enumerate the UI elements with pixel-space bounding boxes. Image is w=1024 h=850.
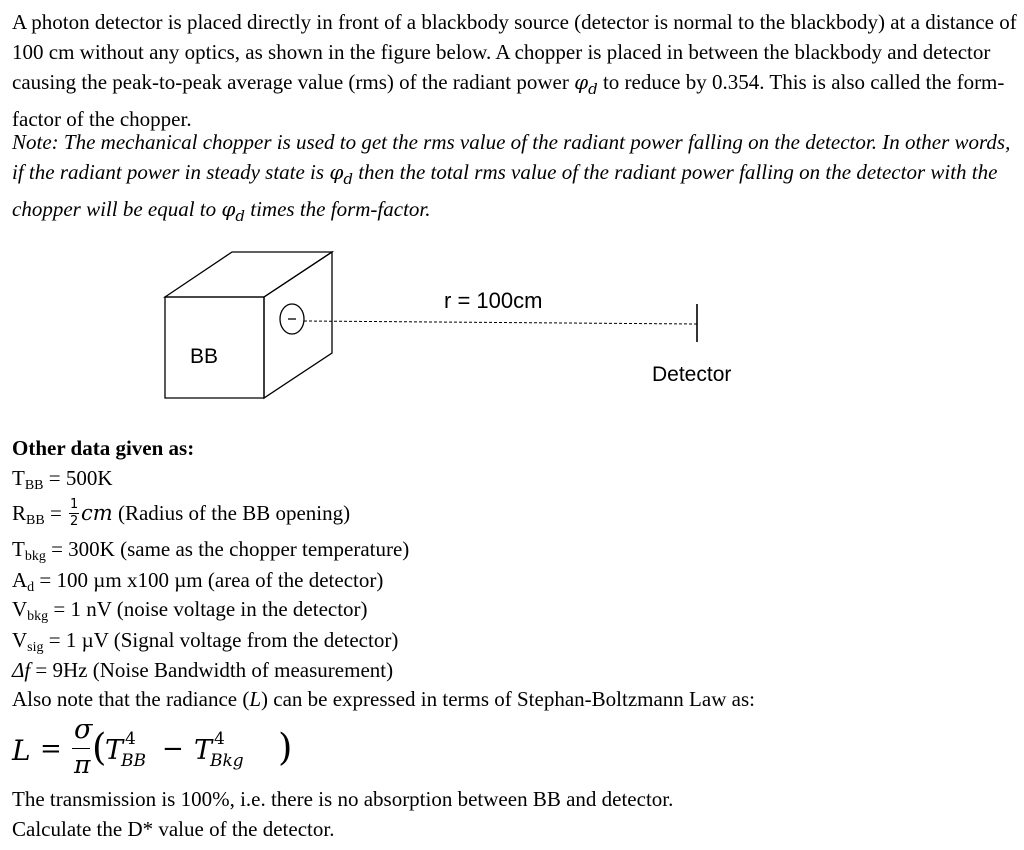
- blackbody-top-face: [165, 252, 332, 297]
- blackbody-side-face: [264, 252, 332, 398]
- intro-text-1: A photon detector is placed directly in front of a blackbody source (detector is normal to the blackbody) at a distance of 100 cm without any optics, as shown in the figure below. A chopper is placed in between the blackbody and detector causing the peak-to-peak average value (rms) of the radiant power: [12, 10, 1017, 94]
- optical-axis-dashed-line: [304, 321, 697, 324]
- intro-text-2: to reduce by 0.354. This is also called the form-factor of the chopper.: [12, 70, 1005, 131]
- formula-t-bb: T: [105, 735, 124, 766]
- given-tbb: TBB = 500K: [12, 466, 113, 493]
- note-paragraph: [12, 127, 1017, 231]
- given-tbkg: Tbkg = 300K (same as the chopper temperature): [12, 537, 410, 564]
- blackbody-label: BB: [190, 345, 219, 368]
- transmission-note: The transmission is 100%, i.e. there is no absorption between BB and detector.: [12, 787, 674, 811]
- setup-diagram: [0, 230, 1024, 440]
- formula-t-bkg: T: [194, 735, 213, 766]
- distance-label: r = 100cm: [444, 288, 543, 313]
- given-ad: Ad = 100 µm x100 µm (area of the detector): [12, 568, 384, 595]
- stefan-boltzmann-formula: L = σ π ( T 4 BB − T 4 Bkg ): [12, 714, 293, 779]
- note-text-3: times the form-factor.: [245, 197, 431, 221]
- formula-lhs: L: [12, 734, 31, 767]
- data-heading: Other data given as:: [12, 436, 195, 460]
- phi-d-symbol: $\varphi_d$: [574, 70, 598, 98]
- radiance-note: Also note that the radiance (L) can be expressed in terms of Stephan-Boltzmann Law as:: [12, 687, 755, 711]
- formula-close-paren: ): [278, 726, 293, 769]
- note-text-1: Note: The mechanical chopper is used to get the rms value of the radiant power falling on the detector. In other words, if the radiant power in steady state is: [12, 130, 1011, 184]
- one-half-fraction: $\frac{1}{2}$: [70, 497, 79, 529]
- given-rbb: RBB = $\frac{1}{2}$ cm (Radius of the BB opening): [12, 497, 351, 529]
- given-bandwidth: Δf = 9Hz (Noise Bandwidth of measurement): [12, 658, 394, 682]
- formula-equals: =: [40, 734, 62, 764]
- formula-fraction-bar: [72, 748, 90, 749]
- detector-label: Detector: [652, 363, 732, 386]
- phi-d-symbol: $\varphi_d$: [221, 197, 246, 225]
- intro-paragraph: [12, 7, 1017, 134]
- formula-minus: −: [162, 734, 184, 764]
- formula-denominator: π: [74, 750, 91, 779]
- given-vbkg: Vbkg = 1 nV (noise voltage in the detector): [12, 597, 368, 624]
- formula-numerator: σ: [74, 714, 93, 745]
- formula-open-paren: (: [92, 726, 107, 769]
- question-text: Calculate the D* value of the detector.: [12, 817, 335, 841]
- phi-d-symbol: $\varphi_d$: [329, 160, 353, 188]
- note-text-2: then the total rms value of the radiant power falling on the detector with the chopper will be equal to: [12, 160, 998, 221]
- given-vsig: Vsig = 1 µV (Signal voltage from the detector): [12, 628, 399, 655]
